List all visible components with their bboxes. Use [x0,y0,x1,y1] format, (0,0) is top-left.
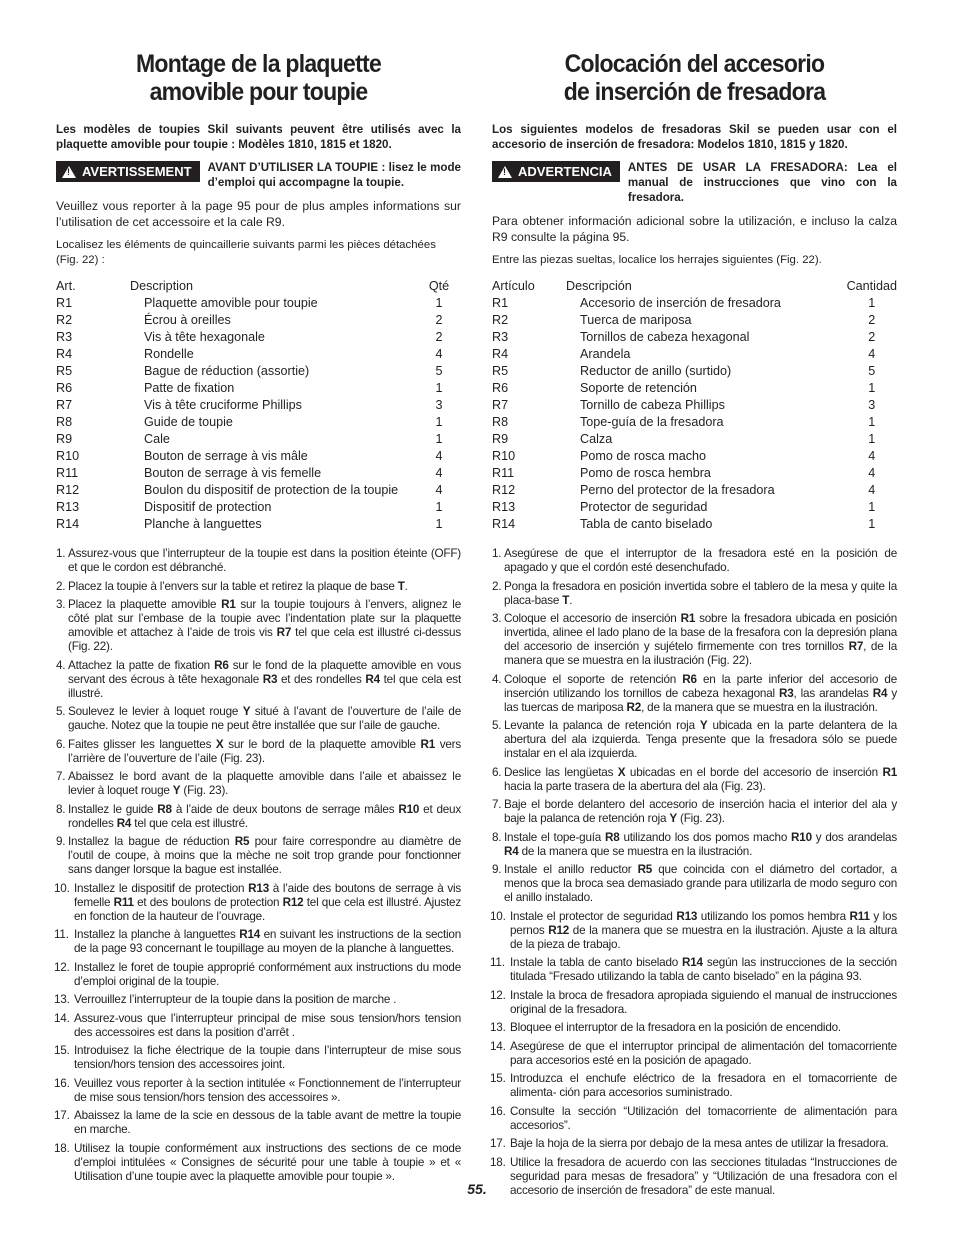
step-item: 18. Utilisez la toupie conformément aux instructions des sections de ce mode d’emploi intitulées « Consignes de sécurité pour une table à toupie » et « Utilisation d’une toupie avec la plaquette amovible pour toupie ». [54,1141,461,1183]
step-number: 8. [492,830,502,844]
part-code: R2 [56,313,73,327]
part-quantity: 1 [868,432,876,446]
step-number: 15. [490,1072,506,1085]
table-row [56,346,461,363]
part-quantity: 1 [435,296,443,310]
part-code: R11 [492,466,515,480]
part-quantity: 5 [435,364,443,378]
step-number: 8. [56,802,66,816]
spanish-steps-list [492,547,897,1198]
spanish-title [508,50,881,106]
step-item: 15. Introduzca el enchufe eléctrico de la fresadora en el tomacorriente de alimenta- ción para accesorios suministrado. [490,1072,897,1099]
part-quantity: 4 [435,483,443,497]
step-number: 13. [54,993,70,1006]
table-row [56,414,461,431]
french-steps-list [56,547,461,1184]
part-description: Tornillo de cabeza Phillips [580,398,725,412]
table-row [492,499,897,516]
table-row [492,465,897,482]
part-description: Rondelle [144,347,194,361]
step-item: 10. Installez le dispositif de protection R13 à l’aide des boutons de serrage à vis femelle R11 et des boulons de protection R12 tel que cela est illustré. Ajustez en fonction de la hauteur de l’ouvrage. [54,881,462,923]
part-quantity: 3 [868,398,876,412]
part-code: R9 [56,432,73,446]
part-quantity: 4 [435,347,443,361]
part-quantity: 2 [868,330,876,344]
step-item: 16. Veuillez vous reporter à la section intitulée « Fonctionnement de l’interrupteur de mise sous tension/hors tension des accessoires ». [54,1076,461,1104]
part-description: Arandela [580,347,631,361]
parts-header-row [56,278,461,295]
french-title-line1: Montage de la plaquette [135,50,382,78]
table-row [56,516,461,533]
step-item: 7. Baje el borde delantero del accesorio de inserción hacia el interior del ala y baje la palanca de retención roja Y (Fig. 23). [492,798,897,825]
step-item: 10. Instale el protector de seguridad R13 utilizando los pomos hembra R11 y los pernos R12 de la manera que se muestra en la ilustración. Ajuste a la altura de la pieza de trabajo. [490,909,897,951]
step-number: 3. [492,612,502,625]
part-quantity: 1 [435,381,443,395]
warning-triangle-icon [498,166,512,178]
step-number: 5. [492,719,502,732]
table-row [492,295,897,312]
part-description: Tabla de canto biselado [580,517,713,531]
step-item: 4. Coloque el soporte de retención R6 en la parte inferior del accesorio de inserción utilizando los tornillos de cabeza hexagonal R3, las arandelas R4 y las tuercas de mariposa R2, de la manera que se muestra en la ilustración. [492,672,897,714]
part-code: R6 [56,381,73,395]
french-column [56,50,461,1188]
step-number: 11. [490,956,505,969]
step-item: 14. Assurez-vous que l’interrupteur principal de mise sous tension/hors tension des accessoires est dans la position d’arrêt . [54,1011,461,1039]
table-row [492,516,897,533]
table-row [56,295,461,312]
spanish-warning [492,160,897,205]
step-item: 3. Placez la plaquette amovible R1 sur la toupie toujours à l’envers, alignez le côté plat sur l’embase de la toupie avec l’indentation plate sur la plaquette amovible et attachez à l’aide de trois vis R7 tel que cela est illustré ci-dessus (Fig. 22). [56,598,462,653]
french-warning-text: AVANT D’UTILISER LA TOUPIE : lisez le mode d’emploi qui accompagne la toupie. [207,161,461,189]
step-number: 10. [54,881,70,895]
part-code: R13 [492,500,516,514]
part-quantity: 1 [868,500,876,514]
part-quantity: 1 [435,500,443,514]
step-number: 2. [492,579,502,593]
step-number: 1. [492,547,502,560]
step-number: 16. [54,1076,70,1090]
part-description: Vis à tête cruciforme Phillips [144,398,302,412]
step-item: 5. Levante la palanca de retención roja Y ubicada en la parte delantera de la abertura del ala izquierda. Tenga presente que la fresadora sólo se puede instalar en el ala izquierda. [492,719,898,760]
french-para2: Localisez les éléments de quincaillerie suivants parmi les pièces détachées (Fig. 22) : [56,239,436,266]
header-description: Description [130,279,193,293]
step-item: 13. Verrouillez l’interrupteur de la toupie dans la position de marche . [54,993,397,1006]
part-description: Dispositif de protection [144,500,272,514]
part-quantity: 4 [435,466,443,480]
part-code: R4 [492,347,509,361]
step-item: 9. Instale el anillo reductor R5 que coincida con el diámetro del cortador, a menos que la broca sea demasiado grande para utilizarla de modo seguro con el anillo instalado. [492,863,897,904]
part-code: R1 [492,296,509,310]
part-code: R13 [56,500,80,514]
french-warning [56,160,461,190]
part-quantity: 1 [435,517,443,531]
step-number: 14. [54,1011,70,1025]
part-quantity: 1 [868,415,876,429]
part-description: Cale [144,432,170,446]
page-number: 55. [467,1181,487,1197]
part-quantity: 3 [435,398,443,412]
part-description: Pomo de rosca macho [580,449,706,463]
step-number: 6. [56,737,66,751]
step-item: 12. Instale la broca de fresadora apropiada siguiendo el manual de instrucciones original de la fresadora. [490,988,897,1016]
part-code: R8 [492,415,509,429]
french-para1: Veuillez vous reporter à la page 95 pour de plus amples informations sur l’utilisation de cet accessoire et la cale R9. [56,199,461,229]
step-number: 2. [56,579,66,593]
french-warning-badge [56,161,200,182]
part-code: R3 [56,330,73,344]
step-item: 1. Assurez-vous que l’interrupteur de la toupie est dans la position éteinte (OFF) et que le cordon est débranché. [56,547,461,574]
french-warning-label: AVERTISSEMENT [82,164,192,179]
part-description: Accesorio de inserción de fresadora [580,296,781,310]
part-description: Tope-guía de la fresadora [580,415,724,429]
step-number: 12. [490,988,506,1002]
step-item: 9. Installez la bague de réduction R5 pour faire correspondre au diamètre de l’outil de coupe, à moins que la mèche ne soit trop grande pour fonctionner sans danger lorsque la bague est installée. [56,835,461,876]
step-number: 5. [56,705,66,718]
part-description: Soporte de retención [580,381,697,395]
step-item: 14. Asegúrese de que el interruptor principal de alimentación del tomacorriente para accesorios esté en la posición de apagado. [490,1039,897,1067]
table-row [56,482,461,499]
step-item: 17. Abaissez la lame de la scie en dessous de la table avant de mettre la toupie en marche. [54,1109,461,1136]
spanish-warning-badge [492,161,620,182]
part-code: R10 [492,449,516,463]
warning-triangle-icon [62,166,76,178]
step-number: 6. [492,765,502,779]
step-item: 17. Baje la hoja de la sierra por debajo de la mesa antes de utilizar la fresadora. [490,1137,889,1150]
table-row [56,397,461,414]
part-description: Reductor de anillo (surtido) [580,364,732,378]
table-row [56,312,461,329]
part-description: Bouton de serrage à vis mâle [144,449,308,463]
step-number: 12. [54,960,70,974]
part-quantity: 4 [868,483,876,497]
step-number: 10. [490,909,506,923]
spanish-parts-table [492,278,897,533]
header-art: Art. [56,279,76,293]
step-item: 6. Faites glisser les languettes X sur le bord de la plaquette amovible R1 vers l’arrière de l’ouverture de l’aile (Fig. 23). [56,737,461,765]
step-item: 13. Bloquee el interruptor de la fresadora en la posición de encendido. [490,1021,841,1034]
part-description: Tuerca de mariposa [580,313,692,327]
step-item: 12. Installez le foret de toupie approprié conformément aux instructions du mode d’emploi original de la toupie. [54,960,461,988]
step-number: 1. [56,547,66,560]
table-row [56,363,461,380]
step-item: 11. Installez la planche à languettes R14 en suivant les instructions de la section de la page 93 concernant le toupillage au moyen de la planche à languettes. [54,928,461,955]
part-description: Patte de fixation [144,381,235,395]
part-code: R7 [492,398,509,412]
step-item: 16. Consulte la sección “Utilización del tomacorriente de alimentación para accesorios”. [490,1104,897,1132]
table-row [56,448,461,465]
step-item: 7. Abaissez le bord avant de la plaquette amovible dans l’aile et abaissez le levier à loquet rouge Y (Fig. 23). [56,770,461,797]
step-item: 2. Placez la toupie à l’envers sur la table et retirez la plaque de base T. [56,579,408,593]
part-description: Écrou à oreilles [144,313,231,327]
part-quantity: 1 [435,432,443,446]
spanish-warning-text: ANTES DE USAR LA FRESADORA: Lea el manual de instrucciones que vino con la fresadora. [627,161,897,204]
step-number: 18. [490,1155,506,1169]
part-quantity: 1 [868,517,876,531]
part-quantity: 4 [435,449,443,463]
table-row [492,414,897,431]
part-code: R1 [56,296,73,310]
part-description: Calza [580,432,613,446]
step-number: 11. [54,928,69,941]
part-code: R5 [492,364,509,378]
part-quantity: 4 [868,466,876,480]
part-code: R10 [56,449,80,463]
spanish-para1: Para obtener información adicional sobre la utilización, e incluso la calza R9 consulte la página 95. [492,214,897,244]
spanish-para2: Entre las piezas sueltas, localice los herrajes siguientes (Fig. 22). [492,254,822,266]
part-quantity: 4 [868,449,876,463]
step-number: 17. [54,1109,70,1122]
part-quantity: 5 [868,364,876,378]
step-number: 3. [56,598,66,611]
step-number: 9. [56,835,66,848]
part-code: R7 [56,398,73,412]
part-code: R12 [56,483,80,497]
table-row [56,329,461,346]
table-row [492,312,897,329]
table-row [56,465,461,482]
french-title [72,50,445,106]
spanish-title-line1: Colocación del accesorio [564,50,825,78]
table-row [492,448,897,465]
part-description: Protector de seguridad [580,500,708,514]
step-item: 15. Introduisez la fiche électrique de la toupie dans l’interrupteur de mise sous tension/hors tension des accessoires joint. [54,1044,461,1071]
part-code: R14 [56,517,80,531]
step-item: 18. Utilice la fresadora de acuerdo con las secciones tituladas “Instrucciones de seguridad para mesas de fresadora” y “Utilización de una fresadora con el accesorio de inserción de fresadora” de este manual. [490,1155,897,1197]
table-row [492,363,897,380]
part-code: R14 [492,517,516,531]
table-row [492,346,897,363]
step-number: 16. [490,1104,506,1118]
part-code: R4 [56,347,73,361]
part-description: Guide de toupie [144,415,233,429]
part-quantity: 1 [868,296,876,310]
header-description: Descripción [566,279,632,293]
header-art: Artículo [492,279,535,293]
part-code: R12 [492,483,516,497]
header-quantity: Qté [428,279,450,293]
part-quantity: 2 [868,313,876,327]
part-description: Boulon du dispositif de protection de la toupie [144,483,399,497]
table-row [56,431,461,448]
part-quantity: 1 [868,381,876,395]
part-description: Bouton de serrage à vis femelle [144,466,322,480]
part-code: R8 [56,415,73,429]
part-quantity: 1 [435,415,443,429]
part-code: R2 [492,313,509,327]
part-description: Pomo de rosca hembra [580,466,711,480]
part-code: R11 [56,466,79,480]
step-item: 11. Instale la tabla de canto biselado R14 según las instrucciones de la sección titulada “Fresado utilizando la tabla de canto biselado” en la página 93. [490,956,897,983]
step-item: 6. Deslice las lengüetas X ubicadas en el borde del accesorio de inserción R1 hacia la parte trasera de la abertura del ala (Fig. 23). [492,765,897,793]
spanish-column [492,50,897,1202]
part-quantity: 4 [868,347,876,361]
spanish-intro: Los siguientes modelos de fresadoras Skil se pueden usar con el accesorio de inserción de fresadora: Modelos 1810, 1815 y 1820. [492,123,897,151]
step-item: 4. Attachez la patte de fixation R6 sur le fond de la plaquette amovible en vous servant des écrous à tête hexagonale R3 et des rondelles R4 tel que cela est illustré. [56,658,461,700]
parts-header-row [492,278,897,295]
french-title-line2: amovible pour toupie [149,78,368,106]
step-number: 4. [492,672,502,686]
part-description: Planche à languettes [144,517,262,531]
step-item: 8. Installez le guide R8 à l’aide de deux boutons de serrage mâles R10 et deux rondelles R4 tel que cela est illustré. [56,802,462,830]
part-description: Bague de réduction (assortie) [144,364,310,378]
step-item: 2. Ponga la fresadora en posición invertida sobre el tablero de la mesa y quite la placa-base T. [492,579,897,607]
step-item: 3. Coloque el accesorio de inserción R1 sobre la fresadora ubicada en posición invertida, alinee el lado plano de la base de la fresafora con la depresión plana del accesorio de inserción y sujételo firmemente con tres tornillos R7, de la manera que se muestra en la ilustración (Fig. 22). [492,612,897,667]
step-number: 18. [54,1141,70,1155]
step-number: 14. [490,1039,506,1053]
part-quantity: 2 [435,313,443,327]
part-code: R3 [492,330,509,344]
table-row [492,397,897,414]
step-item: 5. Soulevez le levier à loquet rouge Y situé à l’avant de l’ouverture de l’aile de gauche. Notez que la toupie ne peut être installée que sur l’aile de gauche. [56,705,461,732]
table-row [492,482,897,499]
table-row [492,431,897,448]
part-quantity: 2 [435,330,443,344]
table-row [492,329,897,346]
spanish-title-line2: de inserción de fresadora [563,78,826,106]
spanish-warning-label: ADVERTENCIA [518,164,612,179]
step-number: 13. [490,1021,506,1034]
step-number: 15. [54,1044,70,1057]
french-parts-table [56,278,461,533]
part-description: Plaquette amovible pour toupie [144,296,318,310]
table-row [492,380,897,397]
part-description: Tornillos de cabeza hexagonal [580,330,750,344]
step-number: 17. [490,1137,506,1150]
part-code: R6 [492,381,509,395]
step-item: 1. Asegúrese de que el interruptor de la fresadora esté en la posición de apagado y que el cordón esté desenchufado. [492,547,897,574]
header-quantity: Cantidad [846,279,897,293]
step-number: 9. [492,863,502,876]
step-item: 8. Instale el tope-guía R8 utilizando los dos pomos macho R10 y dos arandelas R4 de la manera que se muestra en la ilustración. [492,830,897,858]
part-description: Vis à tête hexagonale [144,330,265,344]
step-number: 4. [56,658,66,672]
table-row [56,380,461,397]
part-code: R5 [56,364,73,378]
french-intro: Les modèles de toupies Skil suivants peuvent être utilisés avec la plaquette amovible pour toupie : Modèles 1810, 1815 et 1820. [56,123,461,151]
part-description: Perno del protector de la fresadora [580,483,775,497]
table-row [56,499,461,516]
step-number: 7. [56,770,66,783]
part-code: R9 [492,432,509,446]
step-number: 7. [492,798,502,811]
